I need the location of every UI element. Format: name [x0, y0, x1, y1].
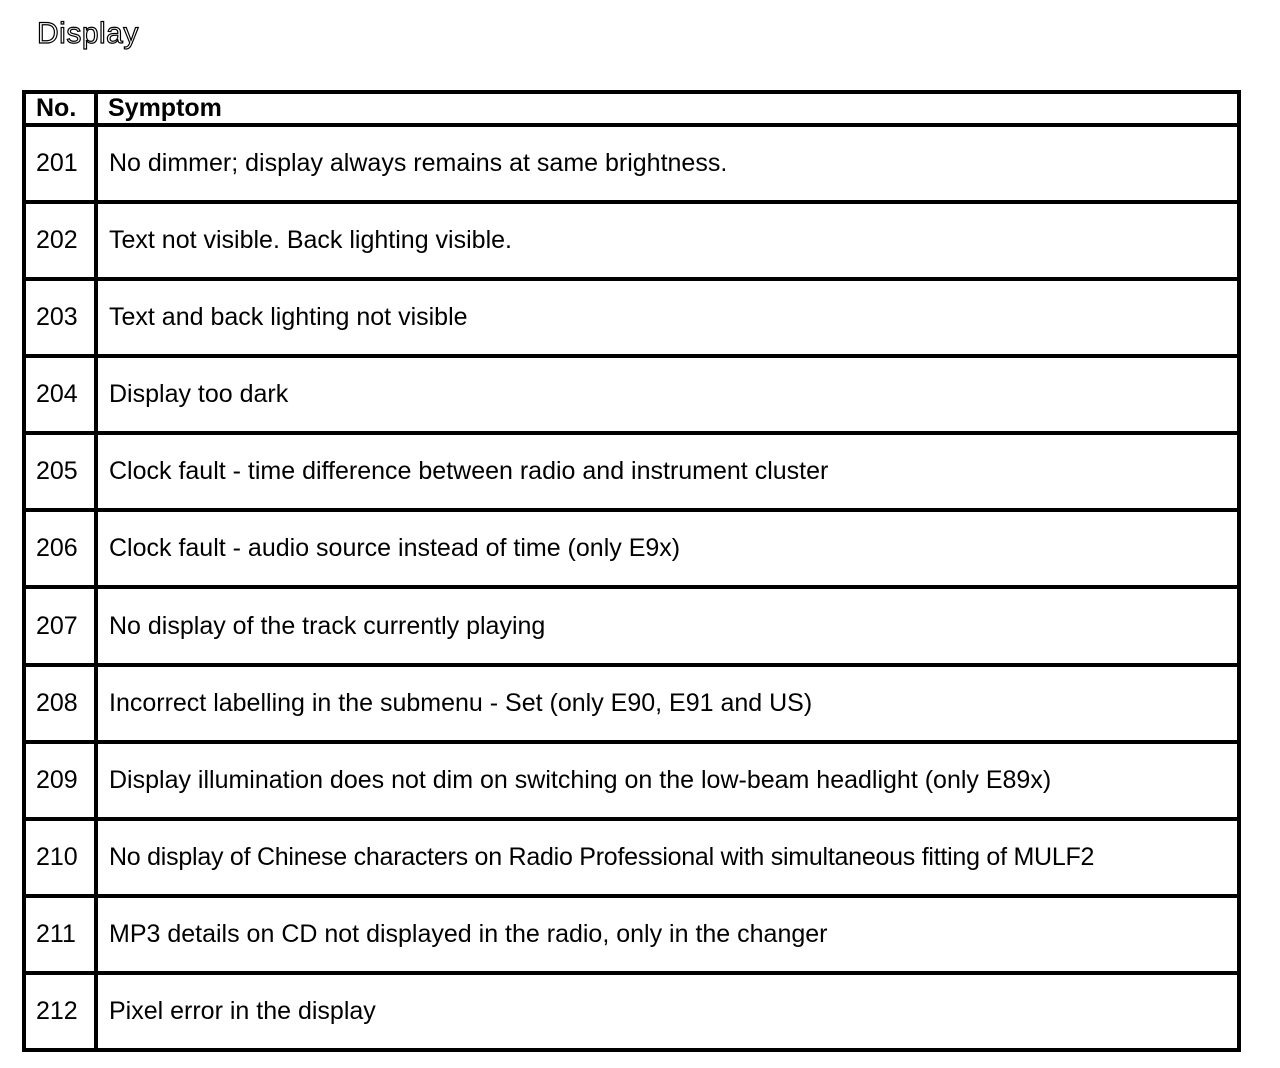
table-row — [24, 510, 1239, 587]
symptom-table — [22, 90, 1241, 1052]
row-number: 203 — [24, 279, 96, 356]
table-row — [24, 356, 1239, 433]
table-row — [24, 973, 1239, 1050]
row-symptom: Clock fault - audio source instead of time (only E9x) — [96, 510, 1239, 587]
row-symptom: Text and back lighting not visible — [96, 279, 1239, 356]
table-row — [24, 279, 1239, 356]
row-symptom: Display too dark — [96, 356, 1239, 433]
table-row — [24, 433, 1239, 510]
row-symptom: MP3 details on CD not displayed in the radio, only in the changer — [96, 896, 1239, 973]
row-symptom: No display of the track currently playing — [96, 587, 1239, 664]
row-symptom: No dimmer; display always remains at same brightness. — [96, 125, 1239, 202]
table-row — [24, 587, 1239, 664]
table-row — [24, 125, 1239, 202]
column-header-no: No. — [24, 92, 96, 125]
row-symptom: Display illumination does not dim on switching on the low-beam headlight (only E89x) — [96, 742, 1239, 819]
row-symptom: Text not visible. Back lighting visible. — [96, 202, 1239, 279]
row-symptom: Clock fault - time difference between radio and instrument cluster — [96, 433, 1239, 510]
row-symptom: No display of Chinese characters on Radio Professional with simultaneous fitting of MULF2 — [96, 819, 1239, 896]
row-number: 210 — [24, 819, 96, 896]
column-header-symptom: Symptom — [96, 92, 1239, 125]
row-number: 201 — [24, 125, 96, 202]
section-title: Display — [37, 17, 139, 50]
table-row — [24, 819, 1239, 896]
row-number: 209 — [24, 742, 96, 819]
table-row — [24, 742, 1239, 819]
row-number: 204 — [24, 356, 96, 433]
table-row — [24, 202, 1239, 279]
table-row — [24, 896, 1239, 973]
row-number: 207 — [24, 587, 96, 664]
row-symptom: Incorrect labelling in the submenu - Set (only E90, E91 and US) — [96, 665, 1239, 742]
row-number: 202 — [24, 202, 96, 279]
row-number: 208 — [24, 665, 96, 742]
row-number: 211 — [24, 896, 96, 973]
row-number: 212 — [24, 973, 96, 1050]
table-header-row — [24, 92, 1239, 125]
row-number: 205 — [24, 433, 96, 510]
row-number: 206 — [24, 510, 96, 587]
row-symptom: Pixel error in the display — [96, 973, 1239, 1050]
table-row — [24, 665, 1239, 742]
